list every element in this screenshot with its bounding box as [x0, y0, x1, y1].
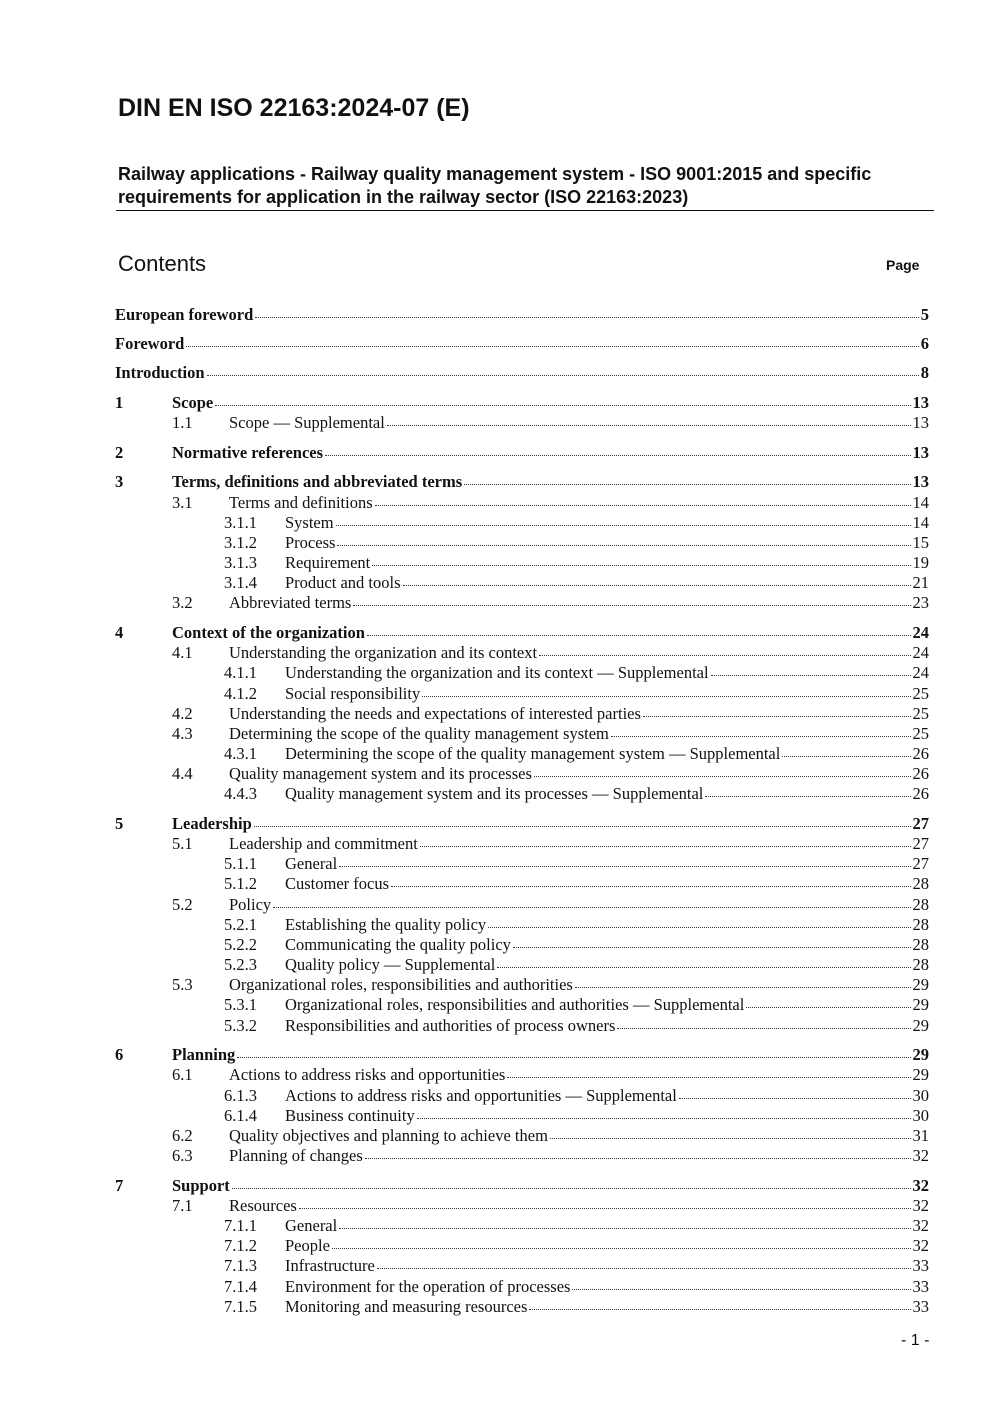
dot-leader: [254, 812, 911, 827]
toc-entry-number: 4.1: [172, 643, 193, 662]
toc-entry-page: 28: [912, 955, 929, 974]
toc-entry-leader-line: [172, 443, 929, 463]
toc-entry-leader-line: [229, 1146, 929, 1166]
toc-entry-number: 5.2: [172, 895, 193, 914]
toc-entry-number: 4.4.3: [224, 784, 257, 803]
toc-entry-title: Determining the scope of the quality management system: [229, 724, 609, 743]
toc-entry-leader-line: [285, 874, 929, 894]
toc-entry-leader-line: [285, 1016, 929, 1036]
toc-entry-number: 3.1.3: [224, 553, 257, 572]
toc-entry-page: 21: [912, 573, 929, 592]
toc-entry-page: 27: [912, 854, 929, 873]
toc-entry-title: Quality objectives and planning to achieve them: [229, 1126, 548, 1145]
toc-entry-title: Abbreviated terms: [229, 593, 352, 612]
dot-leader: [643, 702, 911, 717]
toc-entry[interactable]: [0, 443, 992, 463]
dot-leader: [417, 1104, 911, 1119]
toc-entry-number: 3.1.1: [224, 513, 257, 532]
toc-entry-leader-line: [285, 1106, 929, 1126]
toc-entry-page: 24: [912, 623, 929, 642]
toc-entry-leader-line: [285, 553, 929, 573]
dot-leader: [336, 511, 911, 526]
toc-entry[interactable]: [0, 854, 992, 874]
dot-leader: [539, 641, 910, 656]
toc-entry-title: Actions to address risks and opportunities: [229, 1065, 506, 1084]
dot-leader: [705, 782, 910, 797]
toc-entry-number: 7.1.4: [224, 1277, 257, 1296]
dot-leader: [746, 993, 910, 1008]
toc-entry-title: Customer focus: [285, 874, 390, 893]
toc-entry[interactable]: [0, 1176, 992, 1196]
toc-entry-page: 31: [912, 1126, 929, 1145]
toc-entry-page: 28: [912, 915, 929, 934]
toc-entry-leader-line: [229, 834, 929, 854]
toc-entry-leader-line: [285, 995, 929, 1015]
toc-entry-title: General: [285, 854, 338, 873]
toc-entry-title: Scope — Supplemental: [229, 413, 385, 432]
toc-entry-leader-line: [285, 1086, 929, 1106]
toc-entry-title: Planning of changes: [229, 1146, 363, 1165]
toc-entry-page: 32: [912, 1216, 929, 1235]
toc-entry-title: Support: [172, 1176, 230, 1195]
toc-entry-title: Normative references: [172, 443, 324, 462]
toc-entry-page: 29: [912, 975, 929, 994]
toc-entry-leader-line: [115, 305, 929, 325]
dot-leader: [353, 591, 910, 606]
toc-entry[interactable]: [0, 784, 992, 804]
toc-entry-title: Understanding the organization and its context: [229, 643, 538, 662]
toc-entry-number: 4.1.1: [224, 663, 257, 682]
toc-entry-number: 5.1.2: [224, 874, 257, 893]
toc-entry-page: 28: [912, 874, 929, 893]
dot-leader: [273, 893, 910, 908]
toc-entry-leader-line: [285, 1277, 929, 1297]
dot-leader: [513, 933, 911, 948]
toc-entry-page: 5: [920, 305, 929, 324]
dot-leader: [339, 852, 910, 867]
toc-entry[interactable]: [0, 1126, 992, 1146]
toc-entry-page: 27: [912, 814, 929, 833]
dot-leader: [529, 1295, 910, 1310]
dot-leader: [403, 571, 911, 586]
toc-entry-title: Determining the scope of the quality management system — Supplemental: [285, 744, 781, 763]
toc-entry-title: Understanding the needs and expectations of interested parties: [229, 704, 641, 723]
dot-leader: [215, 391, 910, 406]
toc-entry-leader-line: [229, 764, 929, 784]
toc-entry-page: 32: [912, 1146, 929, 1165]
toc-entry-leader-line: [229, 724, 929, 744]
toc-entry-number: 3.2: [172, 593, 193, 612]
toc-entry-leader-line: [115, 363, 929, 383]
toc-entry-leader-line: [229, 643, 929, 663]
toc-entry-leader-line: [285, 513, 929, 533]
toc-entry-page: 32: [912, 1176, 929, 1195]
toc-entry[interactable]: [0, 1045, 992, 1065]
dot-leader: [497, 953, 910, 968]
toc-entry[interactable]: [0, 493, 992, 513]
toc-entry[interactable]: [0, 834, 992, 854]
dot-leader: [617, 1014, 910, 1029]
toc-entry-title: Foreword: [115, 334, 185, 353]
toc-entry-title: Resources: [229, 1196, 297, 1215]
toc-entry-title: System: [285, 513, 334, 532]
toc-entry-title: Communicating the quality policy: [285, 935, 511, 954]
toc-entry-title: Terms and definitions: [229, 493, 373, 512]
toc-entry-page: 25: [912, 724, 929, 743]
toc-entry-number: 4.3: [172, 724, 193, 743]
title-divider: [116, 210, 934, 211]
toc-entry-page: 32: [912, 1236, 929, 1255]
toc-entry-page: 29: [912, 1065, 929, 1084]
toc-entry-number: 5.2.1: [224, 915, 257, 934]
toc-entry-title: Policy: [229, 895, 272, 914]
toc-entry[interactable]: [0, 393, 992, 413]
toc-entry[interactable]: [0, 643, 992, 663]
toc-entry-leader-line: [285, 784, 929, 804]
dot-leader: [611, 722, 911, 737]
toc-entry-leader-line: [229, 1065, 929, 1085]
toc-entry-page: 6: [920, 334, 929, 353]
toc-entry-title: People: [285, 1236, 330, 1255]
toc-entry-page: 13: [912, 472, 929, 491]
dot-leader: [464, 470, 910, 485]
toc-entry-page: 27: [912, 834, 929, 853]
toc-entry-leader-line: [229, 413, 929, 433]
toc-entry-leader-line: [115, 334, 929, 354]
toc-entry-title: Quality policy — Supplemental: [285, 955, 496, 974]
toc-entry-number: 4.1.2: [224, 684, 257, 703]
toc-entry-title: Business continuity: [285, 1106, 415, 1125]
toc-entry-title: Social responsibility: [285, 684, 421, 703]
toc-entry-leader-line: [285, 533, 929, 553]
dot-leader: [420, 832, 911, 847]
toc-entry[interactable]: [0, 814, 992, 834]
toc-entry-page: 23: [912, 593, 929, 612]
toc-entry-number: 5.1.1: [224, 854, 257, 873]
toc-entry-number: 7.1: [172, 1196, 193, 1215]
toc-entry-title: Process: [285, 533, 336, 552]
dot-leader: [377, 1254, 911, 1269]
toc-entry[interactable]: [0, 513, 992, 533]
toc-entry-page: 25: [912, 684, 929, 703]
toc-entry-leader-line: [229, 975, 929, 995]
toc-entry-number: 5.1: [172, 834, 193, 853]
toc-entry-leader-line: [285, 955, 929, 975]
toc-entry-leader-line: [172, 1176, 929, 1196]
toc-entry-leader-line: [229, 493, 929, 513]
toc-entry-page: 28: [912, 935, 929, 954]
toc-entry-page: 13: [912, 443, 929, 462]
dot-leader: [488, 913, 910, 928]
toc-entry[interactable]: [0, 744, 992, 764]
toc-entry-leader-line: [285, 1297, 929, 1317]
toc-entry-number: 6.2: [172, 1126, 193, 1145]
toc-entry-number: 6.1.3: [224, 1086, 257, 1105]
toc-entry[interactable]: [0, 363, 992, 383]
toc-entry-leader-line: [285, 1256, 929, 1276]
toc-entry[interactable]: [0, 553, 992, 573]
toc-entry[interactable]: [0, 1297, 992, 1317]
toc-entry-title: Monitoring and measuring resources: [285, 1297, 528, 1316]
toc-entry[interactable]: [0, 533, 992, 553]
toc-entry[interactable]: [0, 724, 992, 744]
toc-entry-leader-line: [229, 1196, 929, 1216]
toc-entry[interactable]: [0, 663, 992, 683]
toc-entry-number: 4.3.1: [224, 744, 257, 763]
dot-leader: [575, 973, 911, 988]
toc-entry-leader-line: [172, 623, 929, 643]
dot-leader: [375, 491, 911, 506]
toc-entry[interactable]: [0, 1196, 992, 1216]
toc-entry-title: European foreword: [115, 305, 254, 324]
toc-entry-title: Context of the organization: [172, 623, 365, 642]
toc-entry-number: 4.2: [172, 704, 193, 723]
toc-entry[interactable]: [0, 1106, 992, 1126]
dot-leader: [422, 682, 910, 697]
toc-entry-number: 1.1: [172, 413, 193, 432]
toc-entry-leader-line: [285, 684, 929, 704]
toc-entry-title: Environment for the operation of processes: [285, 1277, 571, 1296]
toc-entry[interactable]: [0, 874, 992, 894]
toc-entry[interactable]: [0, 1236, 992, 1256]
toc-entry-leader-line: [285, 744, 929, 764]
dot-leader: [507, 1063, 910, 1078]
toc-entry-page: 32: [912, 1196, 929, 1215]
dot-leader: [325, 441, 910, 456]
toc-entry-page: 33: [912, 1256, 929, 1275]
toc-entry-title: Terms, definitions and abbreviated terms: [172, 472, 463, 491]
dot-leader: [299, 1194, 911, 1209]
dot-leader: [339, 1214, 910, 1229]
dot-leader: [207, 361, 919, 376]
dot-leader: [711, 661, 911, 676]
toc-entry-page: 8: [920, 363, 929, 382]
toc-entry[interactable]: [0, 684, 992, 704]
toc-entry[interactable]: [0, 1065, 992, 1085]
dot-leader: [782, 742, 910, 757]
toc-entry-number: 5: [115, 814, 124, 833]
toc-entry-page: 19: [912, 553, 929, 572]
toc-entry-page: 33: [912, 1277, 929, 1296]
toc-entry[interactable]: [0, 305, 992, 325]
toc-entry[interactable]: [0, 704, 992, 724]
toc-entry-page: 25: [912, 704, 929, 723]
page-number: - 1 -: [901, 1332, 930, 1349]
dot-leader: [237, 1043, 910, 1058]
toc-entry-leader-line: [229, 1126, 929, 1146]
dot-leader: [367, 621, 911, 636]
toc-entry-page: 29: [912, 1016, 929, 1035]
toc-entry-leader-line: [229, 704, 929, 724]
toc-entry-title: Product and tools: [285, 573, 401, 592]
toc-entry-page: 14: [912, 513, 929, 532]
toc-entry-leader-line: [229, 593, 929, 613]
dot-leader: [534, 762, 911, 777]
toc-entry-number: 6.1.4: [224, 1106, 257, 1125]
document-subtitle: Railway applications - Railway quality management system - ISO 9001:2015 and specific requirements for application in the railway sector (ISO 22163:2023): [118, 164, 872, 207]
contents-heading: Contents: [118, 251, 207, 276]
document-id: DIN EN ISO 22163:2024-07 (E): [118, 94, 470, 122]
toc-entry-title: Requirement: [285, 553, 371, 572]
toc-entry-number: 3.1.4: [224, 573, 257, 592]
toc-entry-leader-line: [285, 663, 929, 683]
dot-leader: [337, 531, 910, 546]
toc-entry-leader-line: [172, 814, 929, 834]
toc-entry-title: Introduction: [115, 363, 205, 382]
toc-entry-title: General: [285, 1216, 338, 1235]
toc-entry-number: 5.2.3: [224, 955, 257, 974]
toc-entry-title: Quality management system and its processes — Supplemental: [285, 784, 704, 803]
toc-entry[interactable]: [0, 764, 992, 784]
toc-entry[interactable]: [0, 935, 992, 955]
toc-entry[interactable]: [0, 593, 992, 613]
toc-entry-page: 26: [912, 784, 929, 803]
toc-entry[interactable]: [0, 573, 992, 593]
toc-entry-number: 7: [115, 1176, 124, 1195]
toc-entry[interactable]: [0, 995, 992, 1015]
toc-entry-page: 30: [912, 1086, 929, 1105]
toc-entry-number: 3.1.2: [224, 533, 257, 552]
dot-leader: [572, 1275, 910, 1290]
page-column-label: Page: [886, 257, 920, 273]
toc-entry-number: 1: [115, 393, 124, 412]
toc-entry-leader-line: [285, 1236, 929, 1256]
toc-entry-leader-line: [172, 393, 929, 413]
toc-entry-number: 2: [115, 443, 124, 462]
toc-entry-title: Actions to address risks and opportunities — Supplemental: [285, 1086, 677, 1105]
toc-entry-number: 5.3: [172, 975, 193, 994]
toc-entry-leader-line: [172, 472, 929, 492]
toc-entry[interactable]: [0, 1216, 992, 1236]
toc-entry-number: 7.1.5: [224, 1297, 257, 1316]
toc-entry-number: 4: [115, 623, 124, 642]
toc-entry-leader-line: [172, 1045, 929, 1065]
toc-entry-leader-line: [285, 573, 929, 593]
toc-entry-number: 7.1.1: [224, 1216, 257, 1235]
toc-entry-number: 3.1: [172, 493, 193, 512]
toc-entry[interactable]: [0, 623, 992, 643]
toc-entry-page: 15: [912, 533, 929, 552]
toc-entry[interactable]: [0, 955, 992, 975]
dot-leader: [365, 1144, 911, 1159]
toc-entry[interactable]: [0, 1277, 992, 1297]
toc-entry-number: 5.2.2: [224, 935, 257, 954]
toc-entry-page: 26: [912, 764, 929, 783]
dot-leader: [186, 332, 918, 347]
toc-entry-title: Understanding the organization and its context — Supplemental: [285, 663, 709, 682]
dot-leader: [391, 872, 910, 887]
toc-entry-number: 7.1.2: [224, 1236, 257, 1255]
toc-entry-number: 5.3.2: [224, 1016, 257, 1035]
toc-entry-title: Organizational roles, responsibilities and authorities — Supplemental: [285, 995, 745, 1014]
toc-entry-number: 5.3.1: [224, 995, 257, 1014]
dot-leader: [332, 1234, 911, 1249]
toc-entry-number: 6: [115, 1045, 124, 1064]
dot-leader: [387, 411, 911, 426]
toc-entry-title: Responsibilities and authorities of process owners: [285, 1016, 616, 1035]
toc-entry[interactable]: [0, 1256, 992, 1276]
toc-entry-page: 30: [912, 1106, 929, 1125]
toc-entry[interactable]: [0, 975, 992, 995]
toc-entry-title: Establishing the quality policy: [285, 915, 487, 934]
toc-entry[interactable]: [0, 1086, 992, 1106]
toc-entry-leader-line: [285, 915, 929, 935]
toc-entry-title: Infrastructure: [285, 1256, 375, 1275]
toc-entry-leader-line: [285, 935, 929, 955]
toc-entry-number: 6.1: [172, 1065, 193, 1084]
toc-entry-number: 6.3: [172, 1146, 193, 1165]
toc-entry[interactable]: [0, 334, 992, 354]
toc-entry-number: 7.1.3: [224, 1256, 257, 1275]
toc-entry-page: 29: [912, 1045, 929, 1064]
toc-entry-leader-line: [285, 1216, 929, 1236]
dot-leader: [679, 1084, 911, 1099]
toc-entry-title: Quality management system and its processes: [229, 764, 532, 783]
dot-leader: [372, 551, 910, 566]
toc-entry-number: 4.4: [172, 764, 193, 783]
toc-entry-leader-line: [285, 854, 929, 874]
toc-entry[interactable]: [0, 915, 992, 935]
toc-entry-page: 26: [912, 744, 929, 763]
toc-entry-number: 3: [115, 472, 124, 491]
toc-entry[interactable]: [0, 413, 992, 433]
toc-entry-page: 24: [912, 663, 929, 682]
toc-entry-title: Planning: [172, 1045, 236, 1064]
toc-entry[interactable]: [0, 895, 992, 915]
toc-entry[interactable]: [0, 472, 992, 492]
dot-leader: [232, 1174, 911, 1189]
toc-entry-title: Scope: [172, 393, 214, 412]
toc-entry-title: Leadership: [172, 814, 252, 833]
toc-entry-page: 28: [912, 895, 929, 914]
dot-leader: [550, 1124, 911, 1139]
toc-entry-page: 24: [912, 643, 929, 662]
toc-entry-page: 13: [912, 413, 929, 432]
toc-entry-page: 33: [912, 1297, 929, 1316]
toc-entry-page: 14: [912, 493, 929, 512]
toc-entry[interactable]: [0, 1146, 992, 1166]
toc-entry-leader-line: [229, 895, 929, 915]
toc-entry-title: Leadership and commitment: [229, 834, 418, 853]
toc-entry[interactable]: [0, 1016, 992, 1036]
toc-entry-title: Organizational roles, responsibilities and authorities: [229, 975, 573, 994]
toc-entry-page: 13: [912, 393, 929, 412]
dot-leader: [255, 303, 918, 318]
toc-entry-page: 29: [912, 995, 929, 1014]
